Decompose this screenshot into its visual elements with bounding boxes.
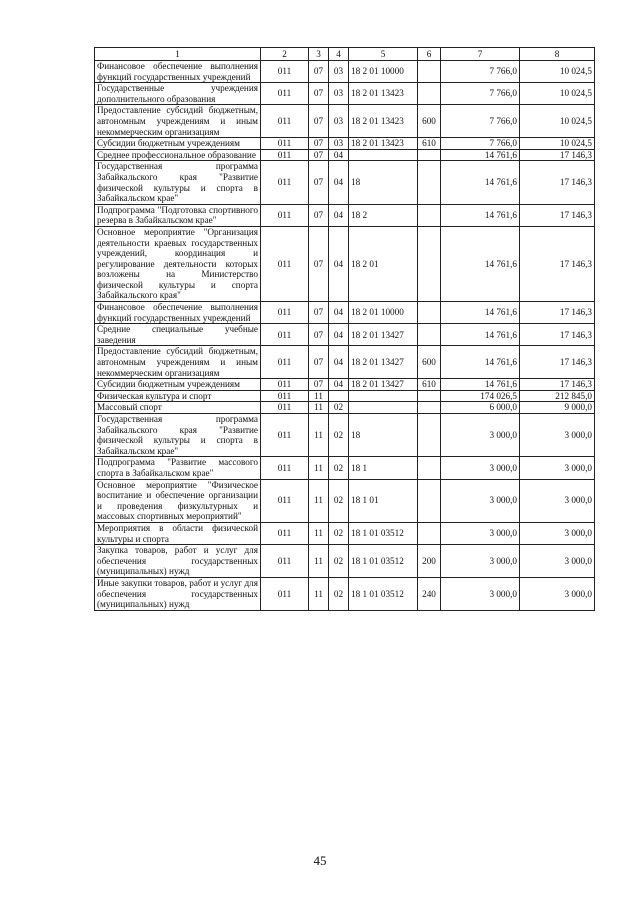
row-target-article: 18 bbox=[349, 161, 418, 204]
row-expense-type: 610 bbox=[418, 379, 441, 391]
row-amount-year1: 3 000,0 bbox=[441, 522, 520, 544]
row-name: Субсидии бюджетным учреждениям bbox=[95, 138, 261, 150]
row-expense-type bbox=[418, 402, 441, 414]
row-section: 07 bbox=[309, 346, 329, 379]
row-target-article: 18 2 01 13423 bbox=[349, 138, 418, 150]
row-name: Субсидии бюджетным учреждениям bbox=[95, 379, 261, 391]
row-admin-code: 011 bbox=[261, 522, 309, 544]
row-subsection: 04 bbox=[329, 302, 349, 324]
row-expense-type: 610 bbox=[418, 138, 441, 150]
row-expense-type: 240 bbox=[418, 577, 441, 610]
row-section: 07 bbox=[309, 61, 329, 83]
row-target-article: 18 2 01 13427 bbox=[349, 379, 418, 391]
row-section: 07 bbox=[309, 324, 329, 346]
row-amount-year2: 3 000,0 bbox=[520, 414, 595, 457]
row-expense-type bbox=[418, 161, 441, 204]
row-target-article bbox=[349, 390, 418, 402]
row-amount-year2: 17 146,3 bbox=[520, 302, 595, 324]
row-target-article: 18 1 01 bbox=[349, 479, 418, 522]
table-row bbox=[95, 161, 595, 204]
row-amount-year1: 3 000,0 bbox=[441, 414, 520, 457]
row-amount-year2: 17 146,3 bbox=[520, 149, 595, 161]
row-amount-year1: 14 761,6 bbox=[441, 204, 520, 226]
table-row bbox=[95, 545, 595, 578]
row-amount-year2: 10 024,5 bbox=[520, 61, 595, 83]
row-name: Финансовое обеспечение выполнения функций государственных учреждений bbox=[95, 61, 261, 83]
row-amount-year2: 10 024,5 bbox=[520, 83, 595, 105]
row-name: Иные закупки товаров, работ и услуг для обеспечения государственных (муниципальных) нужд bbox=[95, 577, 261, 610]
row-name: Основное мероприятие "Организация деятельности краевых государственных учреждений, координация и регулирование деятельности которых возложены на Министерство физической культуры и спорта Забайкальского края" bbox=[95, 226, 261, 301]
table-row bbox=[95, 105, 595, 138]
row-amount-year1: 7 766,0 bbox=[441, 105, 520, 138]
table-row bbox=[95, 577, 595, 610]
row-target-article: 18 2 01 13423 bbox=[349, 105, 418, 138]
row-admin-code: 011 bbox=[261, 379, 309, 391]
row-amount-year2: 17 146,3 bbox=[520, 379, 595, 391]
row-amount-year2: 3 000,0 bbox=[520, 522, 595, 544]
row-expense-type bbox=[418, 457, 441, 479]
row-admin-code: 011 bbox=[261, 138, 309, 150]
row-section: 07 bbox=[309, 149, 329, 161]
row-name: Среднее профессиональное образование bbox=[95, 149, 261, 161]
row-admin-code: 011 bbox=[261, 479, 309, 522]
row-amount-year2: 9 000,0 bbox=[520, 402, 595, 414]
row-name: Государственная программа Забайкальского края "Развитие физической культуры и спорта в Забайкальском крае" bbox=[95, 414, 261, 457]
row-section: 07 bbox=[309, 226, 329, 301]
row-admin-code: 011 bbox=[261, 61, 309, 83]
row-section: 11 bbox=[309, 522, 329, 544]
row-amount-year2: 17 146,3 bbox=[520, 346, 595, 379]
row-target-article: 18 1 01 03512 bbox=[349, 545, 418, 578]
row-target-article bbox=[349, 402, 418, 414]
row-amount-year2: 17 146,3 bbox=[520, 204, 595, 226]
row-amount-year2: 212 845,0 bbox=[520, 390, 595, 402]
row-amount-year1: 174 026,5 bbox=[441, 390, 520, 402]
row-amount-year1: 7 766,0 bbox=[441, 83, 520, 105]
row-subsection: 03 bbox=[329, 138, 349, 150]
row-target-article: 18 2 01 10000 bbox=[349, 302, 418, 324]
row-amount-year2: 3 000,0 bbox=[520, 545, 595, 578]
row-amount-year1: 14 761,6 bbox=[441, 379, 520, 391]
row-amount-year2: 10 024,5 bbox=[520, 105, 595, 138]
row-expense-type: 600 bbox=[418, 105, 441, 138]
table-row bbox=[95, 138, 595, 150]
table-row bbox=[95, 346, 595, 379]
row-admin-code: 011 bbox=[261, 545, 309, 578]
row-name: Средние специальные учебные заведения bbox=[95, 324, 261, 346]
row-section: 07 bbox=[309, 105, 329, 138]
row-admin-code: 011 bbox=[261, 226, 309, 301]
column-header: 3 bbox=[309, 48, 329, 61]
table-row bbox=[95, 522, 595, 544]
row-subsection: 02 bbox=[329, 577, 349, 610]
row-section: 07 bbox=[309, 161, 329, 204]
row-admin-code: 011 bbox=[261, 161, 309, 204]
table-row bbox=[95, 379, 595, 391]
row-target-article: 18 1 01 03512 bbox=[349, 577, 418, 610]
row-expense-type bbox=[418, 479, 441, 522]
table-body bbox=[95, 61, 595, 611]
row-section: 11 bbox=[309, 414, 329, 457]
column-header: 6 bbox=[418, 48, 441, 61]
row-admin-code: 011 bbox=[261, 105, 309, 138]
row-target-article: 18 1 bbox=[349, 457, 418, 479]
row-subsection: 03 bbox=[329, 61, 349, 83]
table-row bbox=[95, 479, 595, 522]
table-row bbox=[95, 402, 595, 414]
row-target-article: 18 bbox=[349, 414, 418, 457]
row-name: Подпрограмма "Подготовка спортивного резерва в Забайкальском крае" bbox=[95, 204, 261, 226]
row-expense-type bbox=[418, 522, 441, 544]
row-amount-year1: 3 000,0 bbox=[441, 457, 520, 479]
row-subsection: 04 bbox=[329, 346, 349, 379]
row-name: Основное мероприятие "Физическое воспитание и обеспечение организации и проведения физкультурных и массовых спортивных мероприятий" bbox=[95, 479, 261, 522]
row-section: 07 bbox=[309, 83, 329, 105]
table-row bbox=[95, 204, 595, 226]
row-name: Финансовое обеспечение выполнения функций государственных учреждений bbox=[95, 302, 261, 324]
table-row bbox=[95, 457, 595, 479]
row-admin-code: 011 bbox=[261, 83, 309, 105]
row-section: 07 bbox=[309, 204, 329, 226]
row-amount-year1: 14 761,6 bbox=[441, 302, 520, 324]
row-expense-type bbox=[418, 204, 441, 226]
row-admin-code: 011 bbox=[261, 577, 309, 610]
table-row bbox=[95, 149, 595, 161]
row-expense-type: 600 bbox=[418, 346, 441, 379]
row-expense-type bbox=[418, 302, 441, 324]
row-name: Предоставление субсидий бюджетным, автономным учреждениям и иным некоммерческим организациям bbox=[95, 105, 261, 138]
row-amount-year1: 14 761,6 bbox=[441, 346, 520, 379]
row-subsection: 03 bbox=[329, 83, 349, 105]
page-number: 45 bbox=[313, 853, 327, 868]
row-amount-year1: 3 000,0 bbox=[441, 479, 520, 522]
row-amount-year1: 3 000,0 bbox=[441, 545, 520, 578]
table-row bbox=[95, 302, 595, 324]
row-section: 11 bbox=[309, 577, 329, 610]
column-header: 5 bbox=[349, 48, 418, 61]
row-target-article: 18 2 01 13427 bbox=[349, 324, 418, 346]
row-name: Массовый спорт bbox=[95, 402, 261, 414]
row-expense-type bbox=[418, 226, 441, 301]
row-amount-year2: 3 000,0 bbox=[520, 457, 595, 479]
column-header: 7 bbox=[441, 48, 520, 61]
row-admin-code: 011 bbox=[261, 324, 309, 346]
row-amount-year1: 7 766,0 bbox=[441, 61, 520, 83]
budget-table bbox=[94, 47, 595, 611]
row-admin-code: 011 bbox=[261, 457, 309, 479]
row-name: Подпрограмма "Развитие массового спорта в Забайкальском крае" bbox=[95, 457, 261, 479]
row-target-article: 18 2 bbox=[349, 204, 418, 226]
row-admin-code: 011 bbox=[261, 302, 309, 324]
row-amount-year1: 3 000,0 bbox=[441, 577, 520, 610]
row-amount-year2: 17 146,3 bbox=[520, 161, 595, 204]
table-row bbox=[95, 324, 595, 346]
column-header: 8 bbox=[520, 48, 595, 61]
row-expense-type bbox=[418, 324, 441, 346]
row-target-article: 18 2 01 13427 bbox=[349, 346, 418, 379]
row-admin-code: 011 bbox=[261, 149, 309, 161]
row-subsection: 02 bbox=[329, 522, 349, 544]
row-subsection: 04 bbox=[329, 149, 349, 161]
row-expense-type bbox=[418, 83, 441, 105]
row-expense-type bbox=[418, 414, 441, 457]
row-target-article: 18 2 01 10000 bbox=[349, 61, 418, 83]
row-section: 11 bbox=[309, 479, 329, 522]
row-amount-year2: 3 000,0 bbox=[520, 577, 595, 610]
row-section: 11 bbox=[309, 545, 329, 578]
row-expense-type: 200 bbox=[418, 545, 441, 578]
row-target-article bbox=[349, 149, 418, 161]
row-target-article: 18 2 01 bbox=[349, 226, 418, 301]
row-subsection: 02 bbox=[329, 457, 349, 479]
row-amount-year1: 14 761,6 bbox=[441, 149, 520, 161]
table-row bbox=[95, 83, 595, 105]
row-admin-code: 011 bbox=[261, 414, 309, 457]
row-admin-code: 011 bbox=[261, 204, 309, 226]
row-expense-type bbox=[418, 390, 441, 402]
row-section: 07 bbox=[309, 302, 329, 324]
row-admin-code: 011 bbox=[261, 390, 309, 402]
row-amount-year1: 7 766,0 bbox=[441, 138, 520, 150]
row-section: 07 bbox=[309, 138, 329, 150]
row-expense-type bbox=[418, 149, 441, 161]
row-amount-year2: 17 146,3 bbox=[520, 324, 595, 346]
row-subsection: 04 bbox=[329, 204, 349, 226]
row-amount-year2: 10 024,5 bbox=[520, 138, 595, 150]
row-name: Физическая культура и спорт bbox=[95, 390, 261, 402]
row-target-article: 18 2 01 13423 bbox=[349, 83, 418, 105]
row-subsection: 02 bbox=[329, 545, 349, 578]
row-section: 11 bbox=[309, 402, 329, 414]
row-subsection: 04 bbox=[329, 324, 349, 346]
row-amount-year1: 14 761,6 bbox=[441, 161, 520, 204]
row-name: Государственные учреждения дополнительного образования bbox=[95, 83, 261, 105]
row-amount-year2: 17 146,3 bbox=[520, 226, 595, 301]
row-subsection: 04 bbox=[329, 161, 349, 204]
table-row bbox=[95, 226, 595, 301]
row-subsection bbox=[329, 390, 349, 402]
row-section: 11 bbox=[309, 457, 329, 479]
row-amount-year1: 14 761,6 bbox=[441, 226, 520, 301]
row-target-article: 18 1 01 03512 bbox=[349, 522, 418, 544]
row-admin-code: 011 bbox=[261, 346, 309, 379]
row-subsection: 02 bbox=[329, 402, 349, 414]
row-name: Государственная программа Забайкальского края "Развитие физической культуры и спорта в Забайкальском крае" bbox=[95, 161, 261, 204]
row-name: Предоставление субсидий бюджетным, автономным учреждениям и иным некоммерческим организациям bbox=[95, 346, 261, 379]
row-section: 11 bbox=[309, 390, 329, 402]
row-section: 07 bbox=[309, 379, 329, 391]
row-amount-year2: 3 000,0 bbox=[520, 479, 595, 522]
table-row bbox=[95, 414, 595, 457]
table-row bbox=[95, 61, 595, 83]
row-subsection: 04 bbox=[329, 379, 349, 391]
column-header: 4 bbox=[329, 48, 349, 61]
row-subsection: 04 bbox=[329, 226, 349, 301]
row-amount-year1: 14 761,6 bbox=[441, 324, 520, 346]
table-row bbox=[95, 390, 595, 402]
row-amount-year1: 6 000,0 bbox=[441, 402, 520, 414]
row-subsection: 02 bbox=[329, 414, 349, 457]
row-admin-code: 011 bbox=[261, 402, 309, 414]
table-header-row bbox=[95, 48, 595, 61]
column-header: 1 bbox=[95, 48, 261, 61]
row-expense-type bbox=[418, 61, 441, 83]
row-subsection: 02 bbox=[329, 479, 349, 522]
row-name: Мероприятия в области физической культуры и спорта bbox=[95, 522, 261, 544]
row-subsection: 03 bbox=[329, 105, 349, 138]
column-header: 2 bbox=[261, 48, 309, 61]
row-name: Закупка товаров, работ и услуг для обеспечения государственных (муниципальных) нужд bbox=[95, 545, 261, 578]
